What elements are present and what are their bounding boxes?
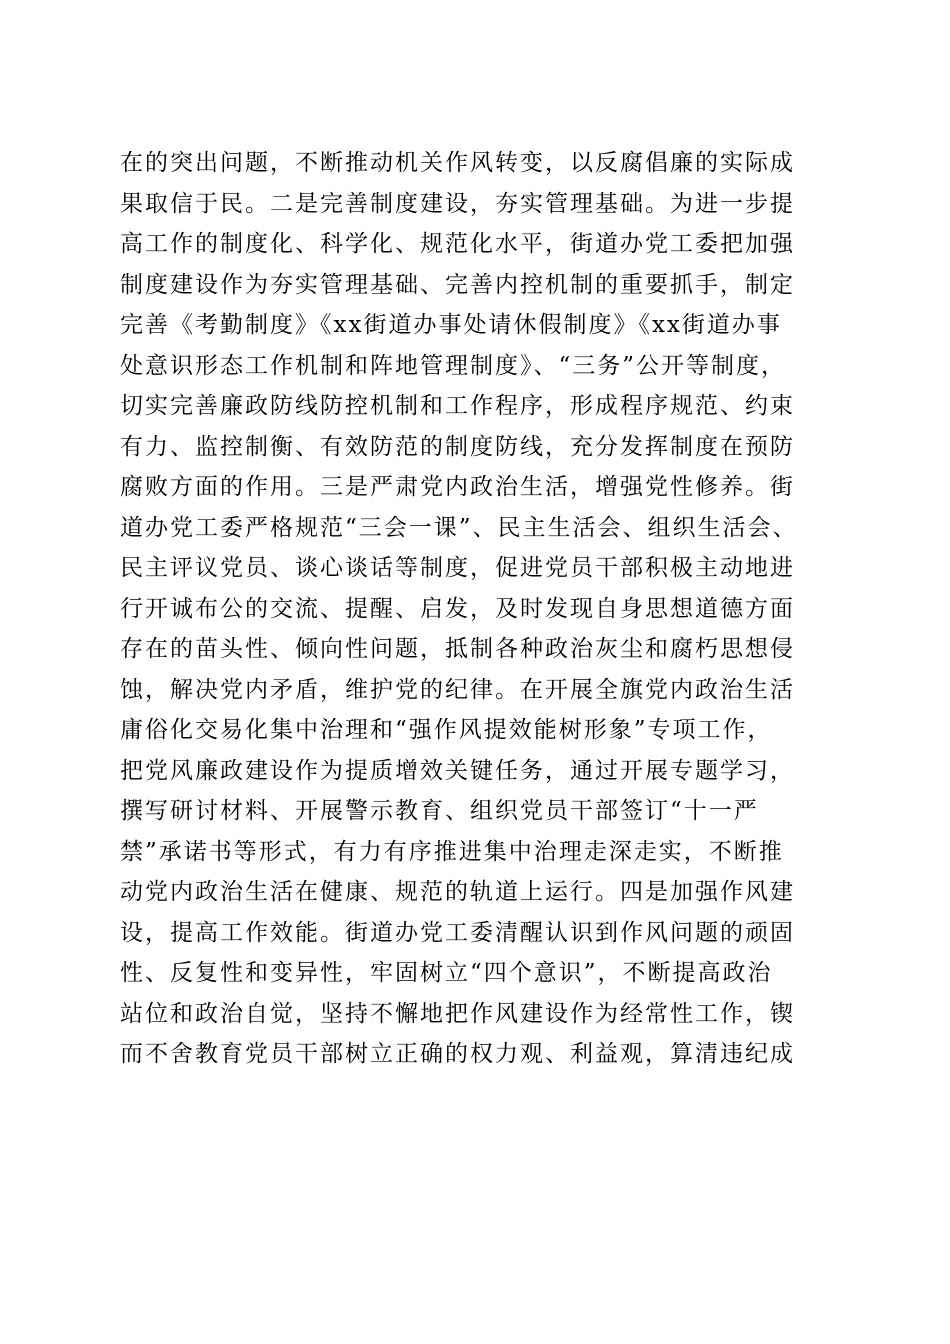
text-line: 制度建设作为夯实管理基础、完善内控机制的重要抓手，制定 xyxy=(120,271,795,298)
text-line: 行开诚布公的交流、提醒、启发，及时发现自身思想道德方面 xyxy=(120,595,795,622)
text-line: 性、反复性和变异性，牢固树立“四个意识”，不断提高政治 xyxy=(120,960,773,986)
text-line: 把党风廉政建设作为提质增效关键任务，通过开展专题学习， xyxy=(120,757,795,784)
text-line: 蚀，解决党内矛盾，维护党的纪律。在开展全旗党内政治生活 xyxy=(120,676,795,703)
text-line: 有力、监控制衡、有效防范的制度防线，充分发挥制度在预防 xyxy=(120,433,795,460)
text-line: 撰写研讨材料、开展警示教育、组织党员干部签订“十一严 xyxy=(120,798,759,824)
text-line: 道办党工委严格规范“三会一课”、民主生活会、组织生活会、 xyxy=(120,514,798,541)
text-line: 设，提高工作效能。街道办党工委清醒认识到作风问题的顽固 xyxy=(120,919,795,946)
text-line: 庸俗化交易化集中治理和“强作风提效能树形象”专项工作， xyxy=(120,717,773,743)
text-line: 完善《考勤制度》《xx街道办事处请休假制度》《xx街道办事 xyxy=(120,312,782,338)
text-line: 果取信于民。二是完善制度建设，夯实管理基础。为进一步提 xyxy=(120,190,795,217)
text-line: 腐败方面的作用。三是严肃党内政治生活，增强党性修养。街 xyxy=(120,474,795,500)
text-line: 在的突出问题，不断推动机关作风转变，以反腐倡廉的实际成 xyxy=(120,150,795,176)
text-line: 动党内政治生活在健康、规范的轨道上运行。四是加强作风建 xyxy=(120,879,795,905)
text-line: 民主评议党员、谈心谈话等制度，促进党员干部积极主动地进 xyxy=(120,555,795,581)
text-line: 切实完善廉政防线防控机制和工作程序，形成程序规范、约束 xyxy=(120,393,795,419)
text-line: 存在的苗头性、倾向性问题，抵制各种政治灰尘和腐朽思想侵 xyxy=(120,636,795,662)
body-text xyxy=(120,143,840,1075)
text-line: 而不舍教育党员干部树立正确的权力观、利益观，算清违纪成 xyxy=(120,1041,795,1067)
text-line: 高工作的制度化、科学化、规范化水平，街道办党工委把加强 xyxy=(120,231,795,257)
text-line: 站位和政治自觉，坚持不懈地把作风建设作为经常性工作，锲 xyxy=(120,1000,795,1027)
text-line: 禁”承诺书等形式，有力有序推进集中治理走深走实，不断推 xyxy=(120,838,784,865)
text-line: 处意识形态工作机制和阵地管理制度》、“三务”公开等制度， xyxy=(120,352,787,379)
